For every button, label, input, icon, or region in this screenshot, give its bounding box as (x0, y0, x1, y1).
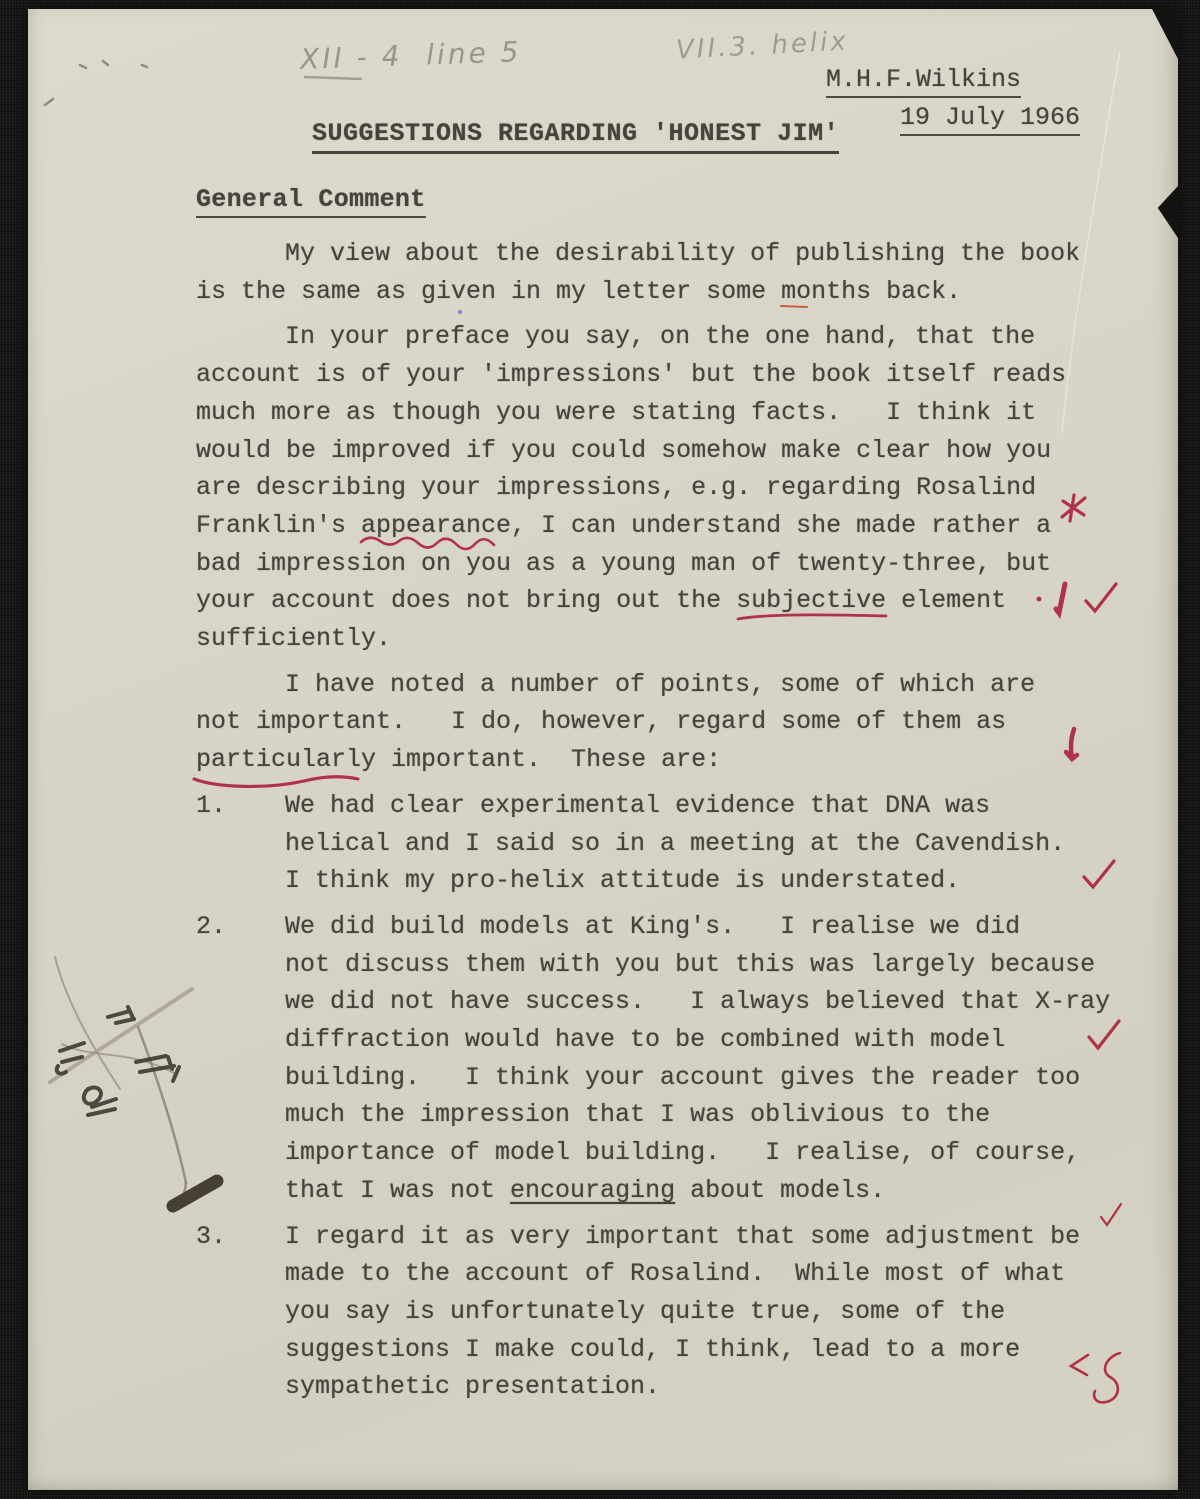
red-check-icon (1084, 861, 1114, 887)
item-number: 3. (196, 1221, 227, 1251)
red-asterisk-icon (1062, 495, 1085, 521)
text-line: helical and I said so in a meeting at the Cavendish. (285, 828, 1066, 858)
text-line: We had clear experimental evidence that DNA was (285, 790, 991, 820)
red-corner-mark (1071, 1353, 1120, 1402)
text-line: not discuss them with you but this was largely because (285, 949, 1096, 979)
red-check-icon (1101, 1204, 1121, 1225)
text-line: I think my pro-helix attitude is understated. (285, 866, 961, 896)
text-line: your account does not bring out the subjective element (196, 586, 1007, 616)
pencil-specks (45, 61, 147, 105)
document-page (28, 9, 1178, 1490)
underlined-word: encouraging (510, 1175, 676, 1205)
text-line: much the impression that I was oblivious to the (285, 1100, 991, 1130)
item-number: 2. (196, 911, 227, 941)
text-line: are describing your impressions, e.g. regarding Rosalind (196, 473, 1037, 503)
author-name: M.H.F.Wilkins (826, 65, 1021, 98)
edge-tear (1156, 186, 1178, 238)
pencil-cross-scribble (50, 957, 217, 1206)
document-date: 19 July 1966 (900, 103, 1080, 136)
pencil-underline-xii (304, 77, 362, 79)
text-line: not important. I do, however, regard some of them as (196, 707, 1007, 737)
torn-corner (1152, 9, 1178, 59)
text-line: sufficiently. (196, 624, 392, 653)
red-dot (1037, 597, 1042, 602)
text-line: My view about the desirability of publishing the book (285, 239, 1081, 268)
text-line: account is of your 'impressions' but the book itself reads (196, 360, 1067, 390)
text-line: I have noted a number of points, some of which are (285, 669, 1036, 699)
item-number: 1. (196, 790, 227, 820)
text-line: suggestions I make could, I think, lead to a more (285, 1334, 1021, 1364)
text-line: building. I think your account gives the reader too (285, 1062, 1081, 1092)
text-line: we did not have success. I always believed that X-ray (285, 987, 1111, 1017)
pencil-annotation-left: XII - 4 line 5 (299, 35, 522, 76)
pencil-annotation-right: VII.3. helix (675, 26, 850, 66)
red-check-icon (1086, 584, 1116, 611)
text-line: I regard it as very important that some adjustment be (285, 1221, 1081, 1251)
red-underline-particularly (194, 777, 358, 787)
text-line: We did build models at King's. I realise we did (285, 911, 1021, 941)
text-line: importance of model building. I realise, of course, (285, 1138, 1081, 1168)
text-line: Franklin's appearance, I can understand she made rather a (196, 510, 1052, 540)
section-heading: General Comment (196, 185, 426, 218)
red-flag-mark (1066, 729, 1077, 759)
text-line: you say is unfortunately quite true, some of the (285, 1296, 1006, 1326)
page-title: SUGGESTIONS REGARDING 'HONEST JIM' (312, 119, 839, 154)
text-line: diffraction would have to be combined with model (285, 1025, 1006, 1054)
ink-speck (458, 310, 462, 314)
red-stroke-mark (1056, 584, 1065, 613)
text-line: sympathetic presentation. (285, 1372, 661, 1402)
text-line: would be improved if you could somehow make clear how you (196, 435, 1052, 465)
text-line: made to the account of Rosalind. While most of what (285, 1259, 1066, 1289)
text-line: bad impression on you as a young man of twenty-three, but (196, 548, 1052, 578)
text-line: is the same as given in my letter some months back. (196, 276, 962, 306)
text-line: In your preface you say, on the one hand, that the (285, 322, 1036, 352)
text-line: that I was not encouraging about models. (285, 1175, 886, 1205)
text-line: much more as though you were stating facts. I think it (196, 397, 1037, 427)
red-check-icon (1089, 1021, 1119, 1048)
text-line: particularly important. These are: (196, 745, 722, 775)
